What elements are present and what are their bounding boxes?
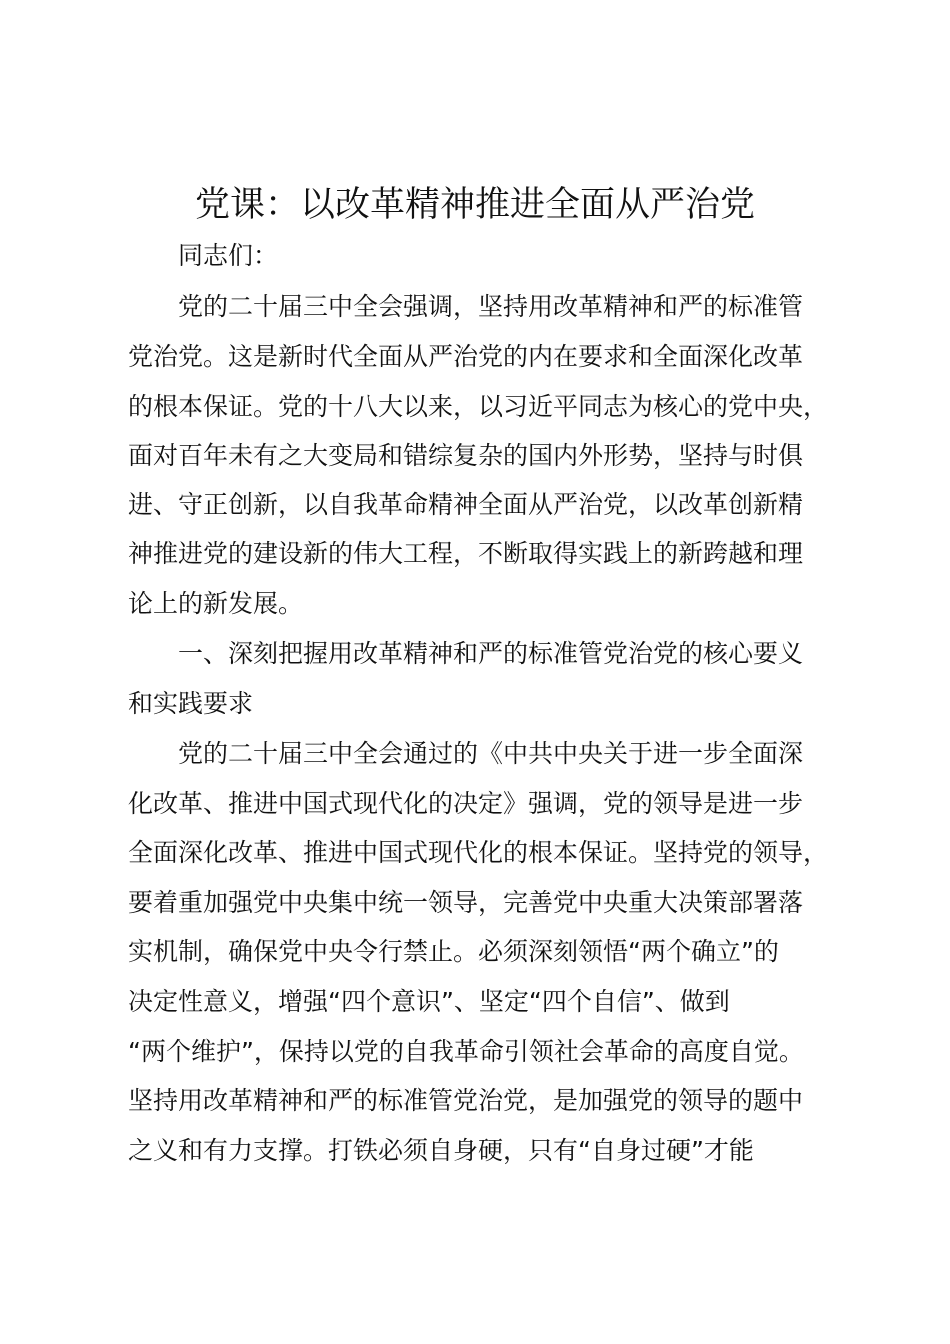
section-heading-line: 和实践要求 <box>128 689 254 718</box>
paragraph-line: 党的二十届三中全会通过的《中共中央关于进一步全面深 <box>178 739 804 768</box>
paragraph-line: 进、守正创新，以自我革命精神全面从严治党，以改革创新精 <box>128 490 804 519</box>
paragraph-line: 的根本保证。党的十八大以来，以习近平同志为核心的党中央， <box>128 392 829 421</box>
section-heading-line: 一、深刻把握用改革精神和严的标准管党治党的核心要义 <box>178 639 804 668</box>
paragraph-line: 面对百年未有之大变局和错综复杂的国内外形势，坚持与时俱 <box>128 441 804 470</box>
document-title: 党课：以改革精神推进全面从严治党 <box>194 185 755 225</box>
paragraph-line: 神推进党的建设新的伟大工程，不断取得实践上的新跨越和理 <box>128 539 804 568</box>
paragraph-line: 党治党。这是新时代全面从严治党的内在要求和全面深化改革 <box>128 342 804 371</box>
paragraph-line: “两个维护”，保持以党的自我革命引领社会革命的高度自觉。 <box>128 1037 804 1066</box>
paragraph-line: 之义和有力支撑。打铁必须自身硬，只有“自身过硬”才能 <box>128 1136 754 1165</box>
paragraph-line: 坚持用改革精神和严的标准管党治党，是加强党的领导的题中 <box>128 1086 804 1115</box>
paragraph-line: 论上的新发展。 <box>128 589 304 618</box>
paragraph-line: 党的二十届三中全会强调，坚持用改革精神和严的标准管 <box>178 292 804 321</box>
paragraph-line: 全面深化改革、推进中国式现代化的根本保证。坚持党的领导， <box>128 838 829 867</box>
paragraph-line: 要着重加强党中央集中统一领导，完善党中央重大决策部署落 <box>128 888 804 917</box>
paragraph-line: 化改革、推进中国式现代化的决定》强调，党的领导是进一步 <box>128 789 804 818</box>
paragraph-line: 实机制，确保党中央令行禁止。必须深刻领悟“两个确立”的 <box>128 937 779 966</box>
paragraph-line: 决定性意义，增强“四个意识”、坚定“四个自信”、做到 <box>128 987 730 1016</box>
salutation: 同志们： <box>178 241 279 270</box>
